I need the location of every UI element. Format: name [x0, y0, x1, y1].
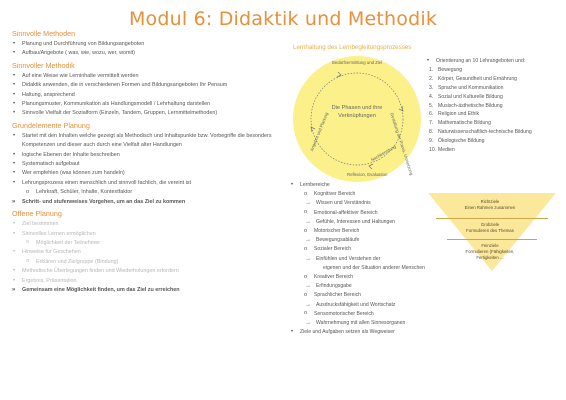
list-item: • Wer empfehlen (was können zum handeln) [12, 169, 282, 178]
pyramid-level-title: Richtziele [480, 199, 500, 204]
section-heading-methods: Sinnvolle Methoden [12, 29, 76, 38]
section-heading-methodik: Sinnvoller Methodik [12, 60, 75, 70]
list-item: • Sinnvolle Vielfalt der Sozialform (Einzeln, Tandem, Gruppen, Lernmittelmethoden) [12, 109, 282, 118]
pyramid-level-title: Grobziele [480, 222, 500, 227]
education-areas-list [427, 57, 562, 155]
pyramid-level-desc: Formulieren des Themas [466, 228, 514, 233]
learning-area-detail: → Erfindungsgabe [290, 282, 430, 291]
learning-area-detail: → Wissen und Verständnis [290, 199, 430, 208]
arrow-statement-text: Schritt- und stufenweises Vorgehen, um an das Ziel zu kommen [22, 198, 186, 205]
list-item: • Auf eine Weise wie Lerninhalte vermittelt werden [12, 72, 282, 81]
arrow-statement [12, 286, 282, 295]
learning-area-heading: o Sprachlicher Bereich [290, 291, 430, 300]
numbered-item: 3. Sprache und Kommunikation [429, 84, 504, 91]
learning-area-heading: o Sozialer Bereich [290, 245, 430, 254]
list-item: • Planung und Durchführung von Bildungsangeboten [12, 40, 282, 49]
sub-list-item: o Lehrkraft, Schüler, Inhalte, Kontextfaktor [12, 188, 282, 197]
cycle-arrowhead [369, 164, 373, 169]
list-item: • Haltung, ansprechend [12, 91, 282, 100]
pyramid-level-desc: Fertigkeiten ... [476, 255, 504, 260]
learning-area-detail-continued: eigenen und der Situation anderer Menschen [323, 264, 425, 271]
sub-list-item: o Erklären und Zielgruppe (Bindung) [12, 258, 282, 267]
list-item: • Lehrungsprozess einen menschlich und sinnvoll fachlich, die vereint ist [12, 179, 282, 188]
page-title: Modul 6: Didaktik und Methodik [128, 8, 438, 30]
pyramid-divider [447, 239, 537, 240]
learning-area-detail: → Gefühle, Interessen und Haltungen [290, 218, 430, 227]
list-item: • Sinnvolles Lernen ermöglichen [12, 230, 282, 239]
learning-area-detail: → Wahrnehmung mit allen Sinnesorganen [290, 319, 430, 328]
sub-list-item: o Möglichkeit der Teilnehmer [12, 239, 282, 248]
arrow-right-icon: → [305, 237, 311, 244]
arrow-right-icon: → [305, 200, 311, 207]
arrow-right-icon: → [305, 301, 311, 308]
learning-area-detail: → Einfühlen und Verstehen der [290, 255, 430, 264]
list-item: • Aufbau/Angebote ( was, wie, wozu, wer, womit) [12, 49, 282, 58]
list-item-continued: Kompetenzen und dieser auch durch eine Vielfalt alter Handlungen [22, 142, 182, 149]
learning-areas-list [290, 181, 430, 337]
cycle-label-top: Bedarfsermittlung und Ziel [332, 60, 383, 65]
numbered-item: 10. Medien [429, 147, 455, 154]
list-item: • Ziel bestimmen [12, 220, 282, 229]
cycle-label-bottom-right: Nachbereitung [370, 144, 397, 163]
numbered-item: 4. Sozial und Kulturelle Bildung [429, 93, 503, 100]
pyramid-level-desc: Formulieren (Fähigkeiten, [465, 249, 515, 254]
learning-area-heading: o Motorischer Bereich [290, 227, 430, 236]
double-arrow-icon: » [12, 198, 16, 205]
list-item: • Ergebnis, Präsentation [12, 277, 282, 286]
cycle-label-right: Gestaltung der Praxis, Umsetzung [389, 112, 415, 176]
learning-area-heading: o Emotional-affektiver Bereich [290, 209, 430, 218]
cycle-title: Lernhaltung des Lernbegleitungsprozesses [293, 44, 412, 51]
list-item: • Didaktik anwenden, die in verschiedenen Formen und Bildungsangeboten Ihr Pensum [12, 81, 282, 90]
pyramid-divider [436, 218, 548, 219]
arrow-right-icon: → [305, 320, 311, 327]
pyramid-level-desc: Einen Rahmen zusammen [464, 205, 516, 210]
arrow-statement-text: Gemeinsam eine Möglichkeit finden, um das Ziel zu erreichen [22, 286, 180, 293]
list-item: • Methodische Überlegungen finden und Wiederholungen erfordern [12, 267, 282, 276]
numbered-item: 2. Körper, Gesundheit und Ernährung [429, 75, 518, 82]
numbered-item: 9. Ökologische Bildung [429, 138, 485, 145]
learning-area-detail: → Bewegungsabläufe [290, 236, 430, 245]
numbered-item: 8. Naturwissenschaftlich-technische Bildung [429, 129, 532, 136]
numbered-item: 6. Religion und Ethik [429, 111, 480, 118]
list-item: • Startet mit den Inhalten welche gezeigt als Methodisch und Inhaltspunkte bzw. Vorbegriffe die besonders [12, 132, 282, 141]
arrow-right-icon: → [305, 218, 311, 225]
cycle-label-left: Angebot und Planung [309, 111, 330, 152]
list-lead: • Orientierung an 10 Lehrangeboten und: [427, 57, 562, 66]
cycle-label-bottom: Reflexion, Evaluation [347, 172, 388, 177]
pyramid-level-bottom [440, 243, 540, 261]
list-item: • Ziele und Aufgaben setzen als Wegweiser [290, 328, 430, 337]
left-column [12, 27, 282, 295]
learning-area-heading: o Kognitiver Bereich [290, 190, 430, 199]
arrow-statement [12, 198, 282, 207]
learning-area-heading: o Sensomotorischer Bereich [290, 310, 430, 319]
double-arrow-icon: » [12, 286, 16, 293]
arrow-right-icon: → [305, 283, 311, 290]
numbered-item: 5. Musisch-ästhetische Bildung [429, 102, 503, 109]
list-item: • logische Ebenen der Inhalte beschreiben [12, 151, 282, 160]
numbered-item: 7. Mathematische Bildung [429, 120, 491, 127]
pyramid-level-title: Feinziele [481, 243, 499, 248]
learning-area-heading: o Kreativer Bereich [290, 273, 430, 282]
pyramid-level-top [440, 199, 540, 211]
numbered-item: 1. Bewegung [429, 66, 463, 73]
pyramid-level-mid [440, 222, 540, 234]
cycle-center-text: Die Phasen und ihre Verknüpfungen [331, 105, 383, 119]
list-lead: • Lernbereiche [290, 181, 430, 190]
list-item: • Systematisch aufgebaut [12, 160, 282, 169]
arrow-right-icon: → [305, 255, 311, 262]
list-item: • Planungsmuster, Kommunikation als Handlungsmodell / Lehrhaltung darstellen [12, 100, 282, 109]
learning-area-detail: → Ausdrucksfähigkeit und Wortschatz [290, 301, 430, 310]
section-heading-planning: Grundelemente Planung [12, 120, 90, 130]
section-heading-open-planning: Offene Planung [12, 209, 62, 219]
list-item: • Hinweise für Geschehen [12, 248, 282, 257]
